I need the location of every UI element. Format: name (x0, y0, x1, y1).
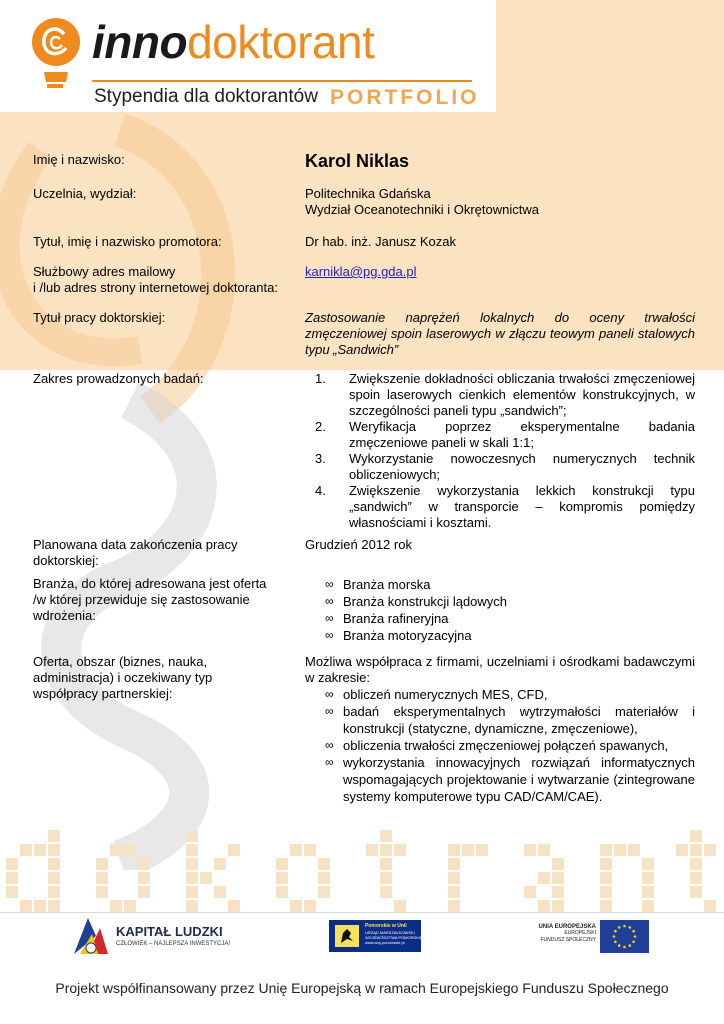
infinity-bullet-icon: ∞ (325, 628, 334, 642)
pomorskie-logo (329, 920, 429, 952)
offer-label: Oferta, obszar (biznes, nauka, administracja) i oczekiwany typ współpracy partnerskiej: (33, 654, 213, 701)
industry-label: Branża, do której adresowana jest oferta /w której przewiduje się zastosowanie wdrożenia: (33, 576, 267, 623)
kapital-ludzki-subtitle: CZŁOWIEK – NAJLEPSZA INWESTYCJA! (116, 941, 231, 947)
eu-flag-icon (600, 920, 649, 953)
brand-wordmark (92, 12, 374, 72)
footer-divider (0, 912, 724, 913)
eu-line2: FUNDUSZ SPOŁECZNY (540, 937, 596, 943)
portfolio-heading: PORTFOLIO (330, 86, 480, 109)
pomorskie-line3: www.woj-pomorskie.pl (365, 940, 405, 945)
brand-underline (92, 80, 472, 82)
eu-line1: EUROPEJSKI (564, 930, 596, 936)
kapital-ludzki-title: KAPITAŁ LUDZKI (116, 924, 223, 939)
email-label (33, 264, 283, 296)
industry-item-text: Branża morska (343, 577, 431, 592)
supervisor-label: Tytuł, imię i nazwisko promotora: (33, 234, 222, 249)
infinity-bullet-icon: ∞ (325, 687, 334, 701)
name-value: Karol Niklas (305, 151, 410, 171)
background-swirl-graphic (0, 110, 260, 870)
offer-item (305, 737, 695, 754)
research-item-number: 4. (315, 483, 326, 498)
kapital-ludzki-text (116, 924, 230, 947)
industry-item-text: Branża rafineryjna (343, 611, 449, 626)
university-name: Politechnika Gdańska (305, 186, 431, 201)
offer-value (305, 654, 695, 805)
completion-label: Planowana data zakończenia pracy doktorskiej: (33, 537, 238, 568)
email-label-line1: Służbowy adres mailowy (33, 264, 176, 279)
faculty-name: Wydział Oceanotechniki i Okrętownictwa (305, 202, 539, 217)
offer-item (305, 754, 695, 805)
industry-item-text: Branża motoryzacyjna (343, 628, 472, 643)
email-label-line2: i /lub adres strony internetowej doktoranta: (33, 280, 278, 295)
innodoktorant-logo-icon (26, 12, 84, 90)
pomorskie-line2: WOJEWÓDZTWA POMORSKIEGO (365, 935, 429, 940)
tagline: Stypendia dla doktorantów (94, 86, 318, 107)
research-item (305, 371, 695, 419)
pomorskie-subtitle (365, 930, 429, 945)
research-label: Zakres prowadzonych badań: (33, 371, 204, 386)
industry-list-container (305, 576, 695, 644)
infinity-bullet-icon: ∞ (325, 755, 334, 769)
email-link[interactable]: karnikla@pg.gda.pl (305, 264, 417, 279)
supervisor-value: Dr hab. inż. Janusz Kozak (305, 234, 457, 249)
background-doktorant-lettering (0, 818, 724, 914)
griffin-emblem-icon (335, 925, 359, 947)
offer-item-text: wykorzystania innowacyjnych rozwiązań informatycznych wspomagających projektowanie i wytwarzanie (zintegrowane systemy komputerowe typu CAD/CAM/CAE). (343, 755, 695, 804)
research-item-number: 1. (315, 371, 326, 386)
industry-item (305, 576, 695, 593)
research-item-text: Zwiększenie wykorzystania lekkich konstrukcji typu „sandwich” w transporcie – kompromis pomiędzy własnościami i kosztami. (349, 483, 695, 530)
industry-item (305, 593, 695, 610)
industry-list (305, 576, 695, 644)
brand-doktorant: doktorant (187, 16, 375, 68)
infinity-bullet-icon: ∞ (325, 611, 334, 625)
completion-value: Grudzień 2012 rok (305, 537, 412, 552)
industry-item-text: Branża konstrukcji lądowych (343, 594, 508, 609)
email-value (305, 264, 695, 280)
infinity-bullet-icon: ∞ (325, 704, 334, 718)
offer-list (305, 686, 695, 805)
university-value (305, 186, 695, 218)
thesis-label: Tytuł pracy doktorskiej: (33, 310, 166, 325)
pomorskie-title: Pomorskie w Unii (365, 923, 407, 929)
infinity-bullet-icon: ∞ (325, 577, 334, 591)
university-label: Uczelnia, wydział: (33, 186, 137, 201)
eu-title: UNIA EUROPEJSKA (538, 924, 596, 930)
research-item-number: 3. (315, 451, 326, 466)
research-item (305, 483, 695, 531)
industry-item (305, 627, 695, 644)
kapital-ludzki-logo-icon (70, 914, 112, 958)
offer-item (305, 703, 695, 737)
research-item (305, 419, 695, 451)
research-item-text: Zwiększenie dokładności obliczania trwałości zmęczeniowej spoin laserowych cienkich elementów konstrukcyjnych, w szczególności paneli typu „sandwich”; (349, 371, 695, 418)
research-item-number: 2. (315, 419, 326, 434)
offer-item-text: obliczenia trwałości zmęczeniowej połączeń spawanych, (343, 738, 669, 753)
infinity-bullet-icon: ∞ (325, 594, 334, 608)
industry-item (305, 610, 695, 627)
research-list-container (305, 371, 695, 531)
offer-intro: Możliwa współpraca z firmami, uczelniami i ośrodkami badawczymi w zakresie: (305, 654, 695, 685)
offer-item-text: badań eksperymentalnych wytrzymałości materiałów i konstrukcji (statyczne, dynamiczne, zmęczeniowe), (343, 704, 695, 736)
pomorskie-line1: URZĄD MARSZAŁKOWSKI (365, 930, 415, 935)
research-item-text: Weryfikacja poprzez eksperymentalne badania zmęczeniowe paneli w skali 1:1; (349, 419, 695, 450)
brand-inno: inno (92, 16, 188, 68)
offer-item (305, 686, 695, 703)
infinity-bullet-icon: ∞ (325, 738, 334, 752)
research-list (305, 371, 695, 531)
name-label: Imię i nazwisko: (33, 152, 125, 167)
research-item (305, 451, 695, 483)
thesis-value: Zastosowanie naprężeń lokalnych do oceny trwałości zmęczeniowej spoin laserowych w złączu teowym paneli stalowych typu „Sandwich” (305, 310, 695, 357)
research-item-text: Wykorzystanie nowoczesnych numerycznych technik obliczeniowych; (349, 451, 695, 482)
eu-text (514, 924, 596, 944)
header-logo-area (0, 0, 496, 112)
offer-item-text: obliczeń numerycznych MES, CFD, (343, 687, 548, 702)
funding-statement: Projekt współfinansowany przez Unię Europejską w ramach Europejskiego Funduszu Społecznego (55, 980, 669, 996)
